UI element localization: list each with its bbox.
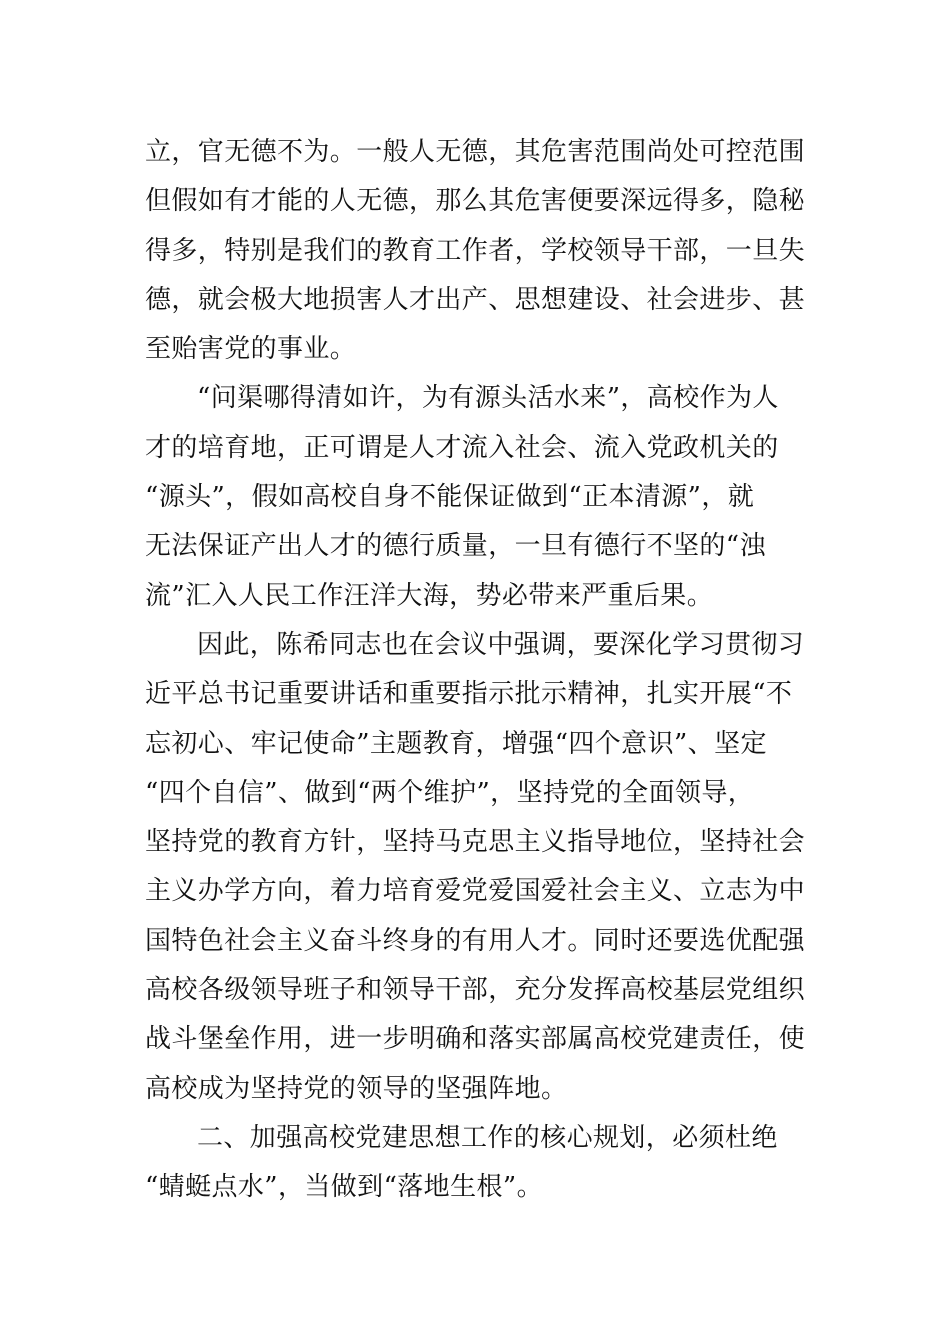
paragraph-line: 高校各级领导班子和领导干部，充分发挥高校基层党组织 [145,975,806,1006]
paragraph-line: “四个自信”、做到“两个维护”，坚持党的全面领导， [145,777,755,808]
paragraph-line: 坚持党的教育方针，坚持马克思主义指导地位，坚持社会 [145,827,806,858]
paragraph-line: 立，官无德不为。一般人无德，其危害范围尚处可控范围 [145,137,806,167]
paragraph-line: 忘初心、牢记使命”主题教育，增强“四个意识”、坚定 [145,728,767,759]
paragraph-line: 无法保证产出人才的德行质量，一旦有德行不坚的“浊 [145,531,766,562]
paragraph-line: “源头”，假如高校自身不能保证做到“正本清源”，就 [145,482,755,513]
paragraph-line: 但假如有才能的人无德，那么其危害便要深远得多，隐秘 [145,186,806,217]
paragraph-line: 因此，陈希同志也在会议中强调，要深化学习贯彻习 [197,629,805,660]
paragraph-line: 至贻害党的事业。 [145,334,357,365]
document-body [145,128,809,1213]
paragraph-line: 才的培育地，正可谓是人才流入社会、流入党政机关的 [145,432,779,463]
paragraph-3 [145,621,809,1114]
paragraph-2 [145,374,809,620]
paragraph-line: 德，就会极大地损害人才出产、思想建设、社会进步、甚 [145,284,806,315]
paragraph-4 [145,1114,809,1213]
paragraph-line: 得多，特别是我们的教育工作者，学校领导干部，一旦失 [145,235,806,266]
paragraph-line: 近平总书记重要讲话和重要指示批示精神，扎实开展“不 [145,679,793,710]
paragraph-line: 流”汇入人民工作汪洋大海，势必带来严重后果。 [145,580,714,611]
paragraph-1 [145,128,809,374]
paragraph-line: 主义办学方向，着力培育爱党爱国爱社会主义、立志为中 [145,876,806,907]
paragraph-line: 国特色社会主义奋斗终身的有用人才。同时还要选优配强 [145,925,806,956]
paragraph-line: 高校成为坚持党的领导的坚强阵地。 [145,1073,568,1104]
paragraph-line: 战斗堡垒作用，进一步明确和落实部属高校党建责任，使 [145,1024,806,1055]
paragraph-line: “问渠哪得清如许，为有源头活水来”，高校作为人 [197,383,779,414]
paragraph-line: “蜻蜓点水”，当做到“落地生根”。 [145,1172,543,1203]
paragraph-line: 二、加强高校党建思想工作的核心规划，必须杜绝 [197,1122,778,1153]
